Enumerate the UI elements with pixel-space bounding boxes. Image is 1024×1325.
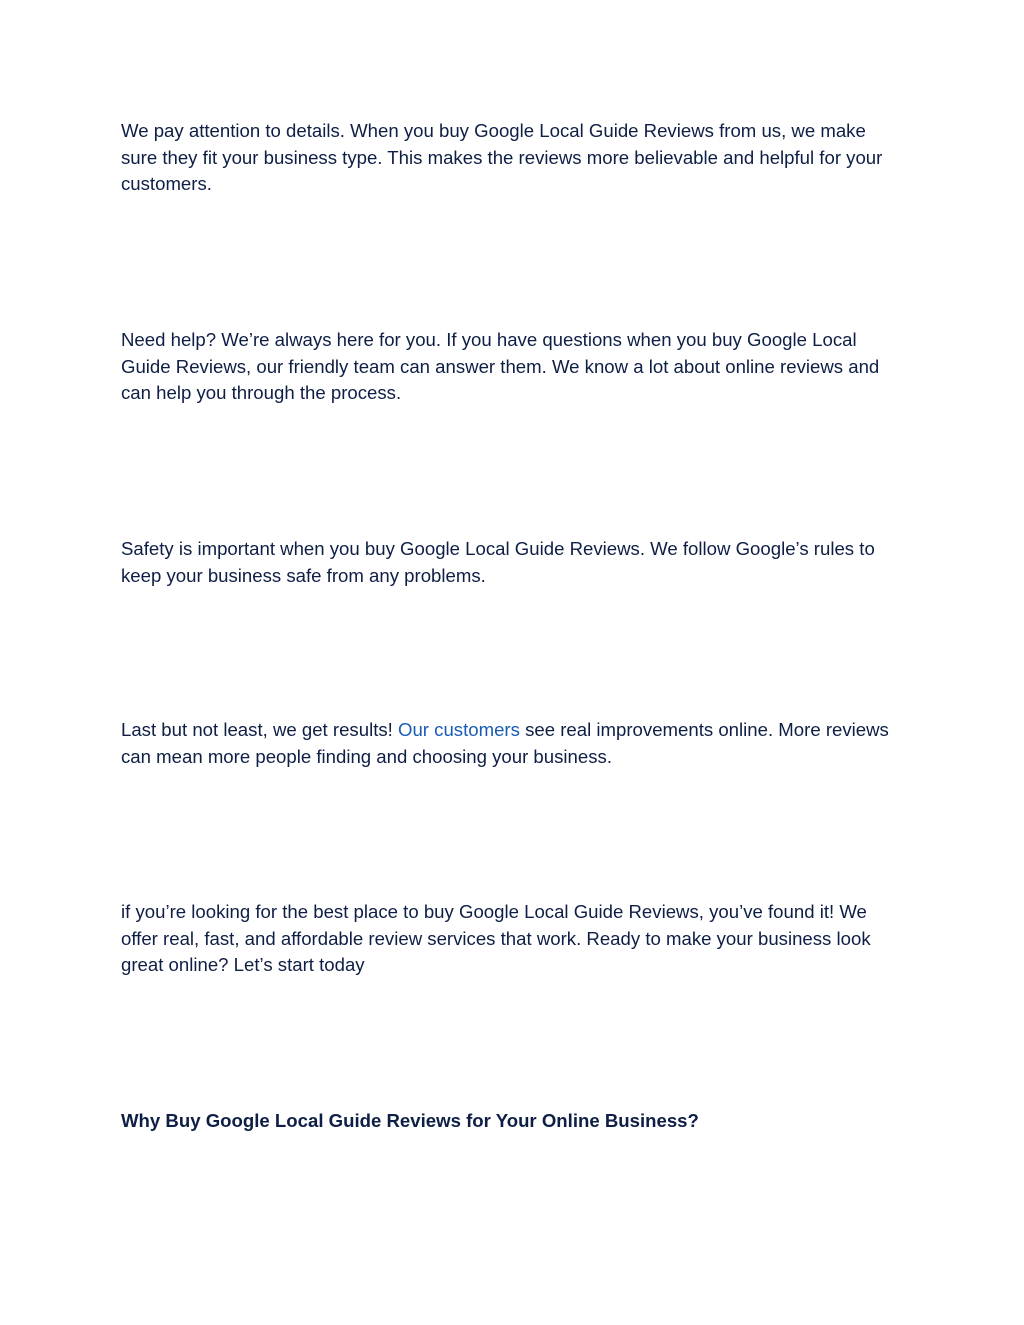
paragraph-attention-to-details: We pay attention to details. When you buy Google Local Guide Reviews from us, we make sure they fit your business type. This makes the reviews more believable and helpful for your customers. [121, 120, 883, 194]
paragraph-best-place: if you’re looking for the best place to buy Google Local Guide Reviews, you’ve found it! We offer real, fast, and affordable review services that work. Ready to make your business look great online? Let’s start today [121, 901, 871, 975]
our-customers-link[interactable]: Our customers [398, 719, 520, 740]
paragraph-results-after-link: see real improvements online. More reviews can mean more people finding and choosing your business. [121, 719, 889, 767]
paragraph-safety: Safety is important when you buy Google Local Guide Reviews. We follow Google’s rules to keep your business safe from any problems. [121, 538, 875, 586]
section-heading-why-buy: Why Buy Google Local Guide Reviews for Your Online Business? [121, 1110, 699, 1131]
paragraph-results [121, 717, 901, 770]
paragraph-need-help: Need help? We’re always here for you. If you have questions when you buy Google Local Guide Reviews, our friendly team can answer them. We know a lot about online reviews and can help you through the process. [121, 329, 880, 403]
paragraph-results-before-link: Last but not least, we get results! [121, 719, 398, 740]
